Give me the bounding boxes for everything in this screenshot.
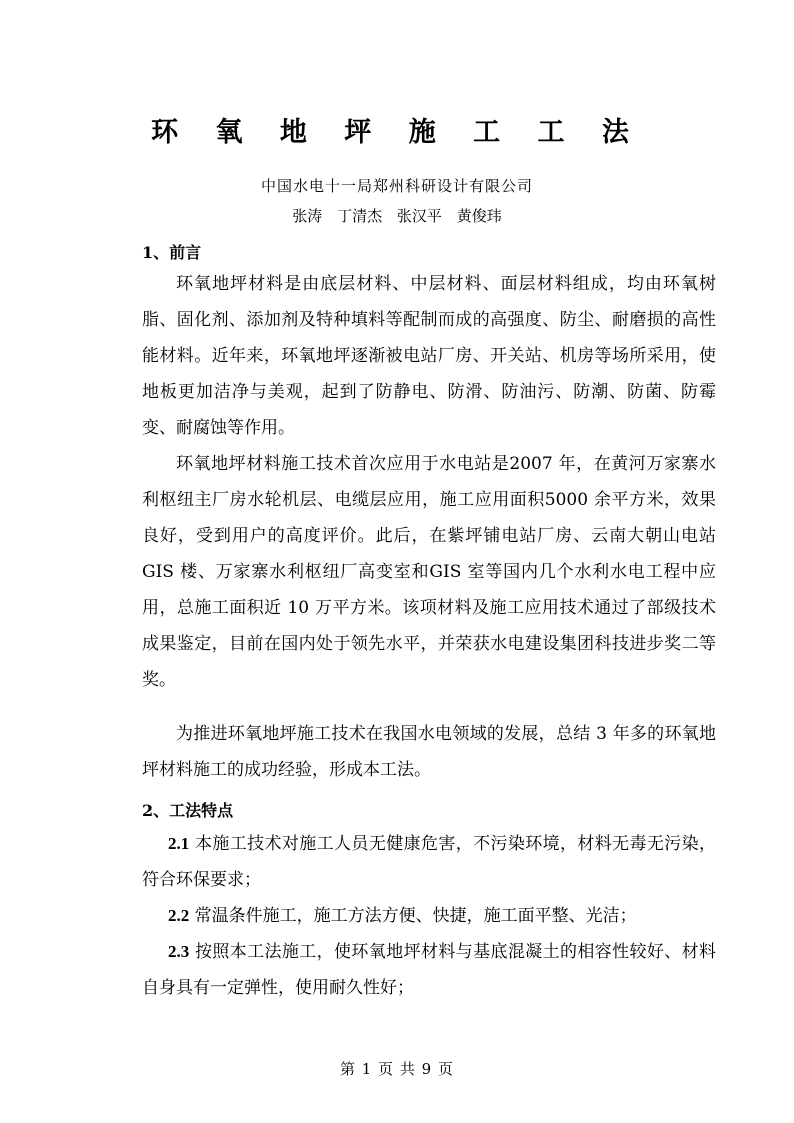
paragraph: 环氧地坪材料施工技术首次应用于水电站是2007 年，在黄河万家寨水利枢纽主厂房水轮机层、电缆层应用，施工应用面积5000 余平方米，效果良好，受到用户的高度评价。此后，在紫坪铺电站厂房、云南大朝山电站 GIS 楼、万家寨水利枢纽厂高变室和GIS 室等国内几个水利水电工程中应用，总施工面积近 10 万平方米。该项材料及施工应用技术通过了部级技术成果鉴定，目前在国内处于领先水平，并荣获水电建设集团科技进步奖二等奖。 <box>142 454 716 690</box>
section-heading-features: 2、工法特点 <box>142 801 234 820</box>
item-number: 2.1 <box>168 834 190 853</box>
author-name: 黄俊玮 <box>456 207 502 225</box>
author-name: 张汉平 <box>396 207 442 225</box>
page-number: 第 1 页 共 9 页 <box>340 1060 454 1078</box>
item-text: 按照本工法施工，使环氧地坪材料与基底混凝土的相容性较好、材料自身具有一定弹性，使用耐久性好； <box>142 942 716 998</box>
list-item <box>142 826 716 898</box>
item-number: 2.3 <box>168 942 190 961</box>
section-heading-foreword: 1、前言 <box>142 243 202 262</box>
paragraph: 环氧地坪材料是由底层材料、中层材料、面层材料组成，均由环氧树脂、固化剂、添加剂及特种填料等配制而成的高强度、防尘、耐磨损的高性能材料。近年来，环氧地坪逐渐被电站厂房、开关站、机房等场所采用，使地板更加洁净与美观，起到了防静电、防滑、防油污、防潮、防菌、防霉变、耐腐蚀等作用。 <box>142 274 716 438</box>
item-text: 常温条件施工，施工方法方便、快捷，施工面平整、光洁； <box>189 906 637 926</box>
list-item <box>142 898 716 934</box>
list-item <box>142 934 716 1006</box>
organization-name: 中国水电十一局郑州科研设计有限公司 <box>260 177 533 195</box>
paragraph: 为推进环氧地坪施工技术在我国水电领域的发展，总结 3 年多的环氧地坪材料施工的成功经验，形成本工法。 <box>142 724 716 780</box>
item-number: 2.2 <box>168 906 190 925</box>
document-title: 环 氧 地 坪 施 工 工 法 <box>151 117 643 148</box>
author-list <box>0 205 794 226</box>
author-name: 张涛 <box>292 207 323 225</box>
author-name: 丁清杰 <box>337 207 383 225</box>
item-text: 本施工技术对施工人员无健康危害，不污染环境，材料无毒无污染，符合环保要求； <box>142 834 716 890</box>
